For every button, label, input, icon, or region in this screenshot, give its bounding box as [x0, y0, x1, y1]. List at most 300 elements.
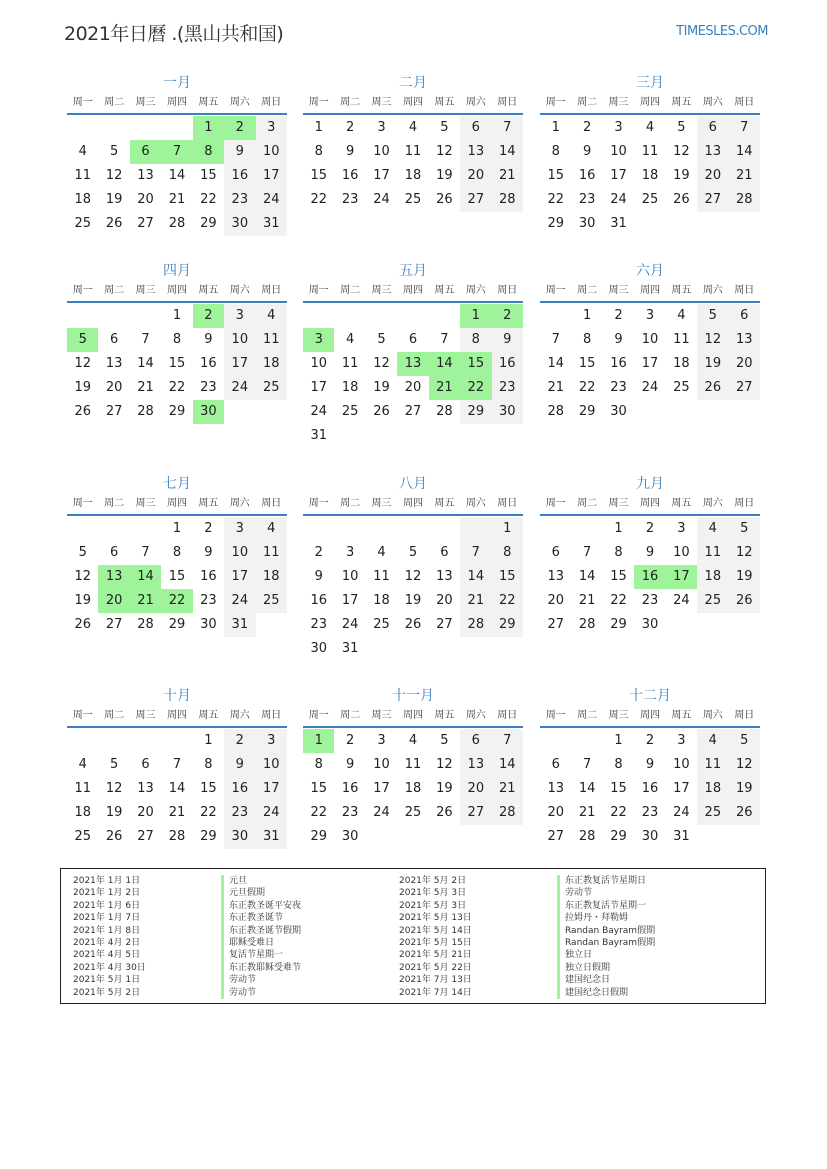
day-cell: 17 [610, 168, 627, 183]
day-cell: 7 [440, 332, 449, 347]
month-block [540, 262, 760, 424]
day-cell: 22 [547, 192, 564, 207]
day-grid [67, 116, 287, 236]
day-cell: 18 [74, 192, 91, 207]
day-cell: 2 [345, 120, 355, 135]
holiday-name: 建国纪念日假期 [557, 987, 655, 999]
empty-day-cell [303, 304, 334, 328]
weekday-label: 周四 [402, 498, 423, 509]
holiday-date: 2021年 1月 6日 [73, 900, 141, 911]
weekday-label: 周二 [104, 285, 125, 296]
day-cell: 15 [610, 781, 627, 796]
day-cell: 29 [310, 829, 327, 844]
holiday-day-cell: 15 [460, 352, 491, 376]
day-grid [303, 517, 523, 661]
day-cell: 23 [200, 380, 217, 395]
weekday-label: 周三 [608, 498, 629, 509]
day-cell: 23 [641, 593, 659, 608]
empty-day-cell [98, 304, 129, 328]
weekday-label: 周四 [402, 285, 423, 296]
weekday-label: 周五 [198, 97, 219, 108]
day-cell: 12 [436, 144, 453, 159]
day-cell: 1 [614, 733, 623, 748]
day-cell: 5 [729, 517, 760, 541]
day-cell: 30 [578, 216, 596, 231]
weekday-label: 周日 [734, 285, 755, 296]
day-cell: 23 [341, 805, 359, 820]
weekday-label: 周一 [72, 285, 93, 296]
day-cell: 25 [256, 376, 287, 400]
day-cell: 23 [224, 188, 255, 212]
weekday-label: 周二 [577, 710, 598, 721]
day-cell: 13 [729, 328, 760, 352]
holiday-dates-right [399, 875, 472, 999]
weekday-label: 周一 [72, 710, 93, 721]
day-cell: 3 [377, 120, 386, 135]
day-cell: 8 [551, 144, 560, 159]
header-divider [540, 301, 760, 303]
day-cell: 10 [224, 328, 255, 352]
holiday-day-cell: 13 [397, 352, 428, 376]
weekday-label: 周日 [734, 710, 755, 721]
day-cell: 18 [697, 565, 728, 589]
holiday-date: 2021年 1月 1日 [73, 876, 141, 886]
weekday-label: 周五 [671, 710, 692, 721]
day-cell: 20 [137, 192, 154, 207]
day-cell: 5 [440, 120, 449, 135]
day-cell: 9 [345, 144, 355, 159]
weekday-label: 周二 [577, 97, 598, 108]
holiday-date: 2021年 5月 15日 [399, 937, 472, 948]
day-cell: 9 [492, 328, 523, 352]
day-grid [67, 517, 287, 637]
weekday-header [540, 496, 760, 512]
weekday-label: 周一 [72, 498, 93, 509]
empty-day-cell [98, 517, 129, 541]
holiday-name: 元旦 [221, 875, 301, 887]
day-cell: 17 [310, 380, 327, 395]
day-cell: 18 [404, 168, 422, 183]
day-cell: 16 [224, 164, 255, 188]
day-cell: 9 [645, 545, 655, 560]
day-cell: 20 [137, 805, 154, 820]
holiday-date: 2021年 5月 2日 [73, 987, 141, 998]
day-cell: 29 [200, 829, 217, 844]
day-cell: 31 [310, 428, 327, 443]
day-cell: 3 [677, 521, 686, 536]
holiday-day-cell: 22 [460, 376, 491, 400]
day-cell: 15 [200, 781, 217, 796]
day-cell: 19 [105, 192, 123, 207]
empty-day-cell [161, 729, 192, 753]
holiday-date: 2021年 1月 2日 [73, 888, 141, 899]
weekday-label: 周四 [402, 710, 423, 721]
weekday-label: 周三 [135, 498, 156, 509]
day-cell: 17 [373, 781, 390, 796]
day-cell: 30 [224, 212, 255, 236]
day-cell: 15 [610, 569, 627, 584]
day-cell: 17 [641, 356, 659, 371]
weekday-label: 周五 [198, 285, 219, 296]
page-title: 2021年日曆 .(黑山共和国) [64, 23, 284, 45]
day-cell: 30 [224, 825, 255, 849]
day-cell: 26 [105, 216, 123, 231]
day-cell: 25 [697, 801, 728, 825]
day-cell: 13 [137, 168, 154, 183]
day-cell: 13 [460, 140, 491, 164]
day-cell: 27 [105, 404, 123, 419]
day-cell: 8 [172, 545, 182, 560]
day-cell: 13 [547, 781, 564, 796]
weekday-label: 周日 [261, 285, 282, 296]
day-cell: 12 [74, 569, 91, 584]
day-cell: 14 [460, 565, 491, 589]
holiday-day-cell: 16 [634, 565, 665, 589]
day-cell: 23 [610, 380, 627, 395]
holiday-date: 2021年 5月 22日 [399, 962, 472, 973]
weekday-label: 周二 [340, 285, 361, 296]
day-cell: 25 [404, 805, 422, 820]
weekday-label: 周五 [671, 498, 692, 509]
empty-day-cell [334, 517, 365, 541]
day-cell: 21 [578, 593, 596, 608]
day-cell: 11 [256, 328, 287, 352]
day-cell: 11 [74, 781, 91, 796]
holiday-name: 东正教圣诞平安夜 [221, 900, 301, 912]
day-cell: 27 [137, 216, 154, 231]
weekday-label: 周五 [671, 97, 692, 108]
day-cell: 15 [200, 168, 217, 183]
day-cell: 16 [341, 781, 359, 796]
day-cell: 17 [256, 777, 287, 801]
day-cell: 10 [256, 140, 287, 164]
day-cell: 10 [641, 332, 659, 347]
day-cell: 26 [74, 617, 91, 632]
day-cell: 5 [109, 144, 119, 159]
day-cell: 25 [673, 380, 690, 395]
weekday-label: 周四 [166, 498, 187, 509]
weekday-label: 周六 [702, 498, 723, 509]
month-block [303, 475, 523, 661]
weekday-label: 周日 [261, 498, 282, 509]
day-cell: 18 [341, 380, 359, 395]
day-cell: 5 [408, 545, 418, 560]
holiday-list [60, 868, 766, 1004]
day-cell: 19 [436, 168, 453, 183]
day-cell: 14 [492, 753, 523, 777]
weekday-label: 周四 [166, 285, 187, 296]
weekday-header [540, 708, 760, 724]
day-cell: 29 [578, 404, 596, 419]
day-cell: 11 [373, 569, 390, 584]
weekday-label: 周日 [261, 97, 282, 108]
empty-day-cell [161, 116, 192, 140]
holiday-name: 拉姆丹・拜勒姆 [557, 912, 655, 924]
day-cell: 16 [641, 781, 659, 796]
header-divider [303, 301, 523, 303]
day-cell: 26 [436, 192, 453, 207]
weekday-label: 周日 [497, 710, 518, 721]
day-cell: 9 [314, 569, 323, 584]
weekday-label: 周一 [308, 285, 329, 296]
weekday-header [540, 283, 760, 299]
holiday-day-cell: 30 [193, 400, 224, 424]
day-cell: 26 [673, 192, 690, 207]
holiday-date: 2021年 5月 21日 [399, 950, 472, 961]
day-cell: 2 [614, 308, 623, 323]
holiday-date: 2021年 7月 14日 [399, 987, 472, 998]
day-cell: 26 [436, 805, 453, 820]
holiday-name: 东正教圣诞节假期 [221, 925, 301, 937]
empty-day-cell [98, 116, 129, 140]
day-cell: 24 [641, 380, 659, 395]
weekday-label: 周一 [308, 97, 329, 108]
day-cell: 12 [373, 356, 390, 371]
holiday-name: Randan Bayram假期 [557, 925, 655, 937]
day-cell: 1 [551, 120, 560, 135]
day-cell: 24 [224, 589, 255, 613]
day-cell: 20 [105, 380, 123, 395]
day-cell: 19 [729, 565, 760, 589]
month-block [67, 475, 287, 637]
day-cell: 12 [697, 328, 728, 352]
day-cell: 29 [492, 613, 523, 637]
day-cell: 6 [729, 304, 760, 328]
day-cell: 24 [610, 192, 627, 207]
day-cell: 26 [729, 801, 760, 825]
empty-day-cell [366, 304, 397, 328]
weekday-label: 周六 [702, 710, 723, 721]
day-cell: 18 [697, 777, 728, 801]
day-cell: 8 [314, 757, 323, 772]
day-cell: 20 [436, 593, 453, 608]
weekday-label: 周六 [465, 97, 486, 108]
empty-day-cell [460, 517, 491, 541]
day-cell: 14 [168, 781, 186, 796]
day-cell: 23 [578, 192, 596, 207]
empty-day-cell [397, 517, 428, 541]
weekday-label: 周二 [340, 97, 361, 108]
day-cell: 23 [200, 593, 217, 608]
day-cell: 11 [404, 144, 422, 159]
empty-day-cell [130, 729, 161, 753]
holiday-date: 2021年 5月 3日 [399, 900, 467, 911]
day-cell: 5 [729, 729, 760, 753]
day-cell: 11 [341, 356, 359, 371]
site-logo-link[interactable]: TIMESLES.COM [676, 24, 768, 39]
weekday-header [303, 708, 523, 724]
day-grid [303, 116, 523, 212]
day-cell: 6 [440, 545, 449, 560]
day-cell: 28 [547, 404, 564, 419]
weekday-label: 周日 [497, 498, 518, 509]
header-divider [67, 514, 287, 516]
month-block [540, 475, 760, 637]
day-cell: 29 [200, 216, 217, 231]
weekday-header [303, 283, 523, 299]
weekday-label: 周三 [608, 97, 629, 108]
day-cell: 30 [341, 829, 359, 844]
day-cell: 23 [310, 617, 327, 632]
day-cell: 25 [373, 617, 390, 632]
header-divider [303, 514, 523, 516]
holiday-day-cell: 6 [130, 140, 161, 164]
day-grid [540, 729, 760, 849]
day-cell: 9 [204, 332, 213, 347]
day-cell: 14 [137, 356, 154, 371]
day-cell: 26 [697, 376, 728, 400]
day-cell: 19 [697, 352, 728, 376]
empty-day-cell [130, 116, 161, 140]
day-cell: 18 [256, 352, 287, 376]
day-cell: 28 [460, 613, 491, 637]
day-cell: 14 [492, 140, 523, 164]
day-cell: 3 [224, 304, 255, 328]
weekday-label: 周一 [545, 710, 566, 721]
day-cell: 6 [460, 729, 491, 753]
day-cell: 6 [109, 332, 119, 347]
weekday-label: 周四 [639, 710, 660, 721]
day-cell: 14 [547, 356, 564, 371]
day-cell: 1 [172, 521, 182, 536]
holiday-name: 东正教圣诞节 [221, 912, 301, 924]
empty-day-cell [571, 729, 602, 753]
day-cell: 1 [204, 733, 213, 748]
day-cell: 29 [610, 829, 627, 844]
day-cell: 31 [224, 613, 255, 637]
day-cell: 6 [697, 116, 728, 140]
day-cell: 21 [729, 164, 760, 188]
day-cell: 19 [729, 777, 760, 801]
day-cell: 19 [404, 593, 422, 608]
day-cell: 25 [256, 589, 287, 613]
day-cell: 28 [168, 829, 186, 844]
holiday-name: 东正教耶稣受难节 [221, 962, 301, 974]
holiday-name: 东正教复活节星期日 [557, 875, 655, 887]
day-cell: 4 [78, 757, 87, 772]
day-cell: 29 [460, 400, 491, 424]
day-cell: 15 [492, 565, 523, 589]
day-cell: 26 [729, 589, 760, 613]
holiday-date: 2021年 5月 2日 [399, 876, 467, 886]
holiday-date: 2021年 5月 1日 [73, 975, 141, 986]
day-cell: 7 [551, 332, 560, 347]
weekday-label: 周五 [198, 498, 219, 509]
day-cell: 9 [645, 757, 655, 772]
day-cell: 27 [697, 188, 728, 212]
header-divider [540, 514, 760, 516]
weekday-label: 周三 [135, 710, 156, 721]
day-cell: 30 [610, 404, 627, 419]
holiday-date: 2021年 1月 7日 [73, 913, 141, 924]
header-divider [303, 113, 523, 115]
month-block [540, 687, 760, 849]
day-cell: 5 [377, 332, 386, 347]
empty-day-cell [540, 729, 571, 753]
day-cell: 27 [460, 188, 491, 212]
day-cell: 31 [341, 641, 359, 656]
day-cell: 17 [224, 352, 255, 376]
weekday-label: 周四 [402, 97, 423, 108]
day-cell: 15 [547, 168, 564, 183]
day-cell: 13 [137, 781, 154, 796]
month-title: 六月 [636, 263, 664, 279]
day-cell: 10 [256, 753, 287, 777]
month-title: 二月 [399, 75, 427, 91]
day-cell: 3 [377, 733, 386, 748]
day-cell: 6 [551, 757, 560, 772]
day-cell: 14 [578, 781, 596, 796]
day-cell: 8 [582, 332, 592, 347]
day-cell: 30 [310, 641, 327, 656]
empty-day-cell [130, 517, 161, 541]
day-cell: 16 [310, 593, 327, 608]
holiday-day-cell: 2 [492, 304, 523, 328]
day-cell: 16 [492, 352, 523, 376]
day-cell: 28 [137, 617, 154, 632]
day-cell: 5 [697, 304, 728, 328]
month-title: 一月 [163, 75, 191, 91]
day-cell: 2 [582, 120, 592, 135]
day-cell: 19 [373, 380, 390, 395]
day-cell: 10 [224, 541, 255, 565]
empty-day-cell [67, 729, 98, 753]
holiday-day-cell: 7 [161, 140, 192, 164]
day-cell: 24 [341, 617, 359, 632]
weekday-label: 周日 [734, 498, 755, 509]
day-cell: 22 [578, 380, 596, 395]
day-grid [67, 729, 287, 849]
weekday-header [67, 496, 287, 512]
holiday-day-cell: 1 [460, 304, 491, 328]
day-cell: 29 [547, 216, 564, 231]
day-cell: 21 [578, 805, 596, 820]
day-cell: 9 [614, 332, 623, 347]
weekday-label: 周三 [135, 285, 156, 296]
day-cell: 13 [460, 753, 491, 777]
day-cell: 14 [729, 140, 760, 164]
day-cell: 12 [729, 753, 760, 777]
day-cell: 29 [168, 404, 186, 419]
weekday-label: 周日 [497, 285, 518, 296]
day-cell: 16 [200, 356, 217, 371]
day-cell: 22 [310, 805, 327, 820]
header-divider [540, 113, 760, 115]
holiday-names-right [557, 875, 655, 999]
holiday-date: 2021年 5月 13日 [399, 913, 472, 924]
day-cell: 30 [200, 617, 217, 632]
holiday-date: 2021年 7月 13日 [399, 975, 472, 986]
holiday-day-cell: 21 [130, 589, 161, 613]
day-cell: 19 [74, 380, 91, 395]
month-block [67, 687, 287, 849]
holiday-day-cell: 2 [193, 304, 224, 328]
day-cell: 7 [582, 545, 592, 560]
day-cell: 2 [204, 521, 213, 536]
day-cell: 24 [256, 188, 287, 212]
day-cell: 20 [404, 380, 422, 395]
weekday-label: 周三 [135, 97, 156, 108]
day-cell: 1 [614, 521, 623, 536]
month-title: 四月 [163, 263, 191, 279]
day-cell: 25 [641, 192, 659, 207]
day-cell: 27 [105, 617, 123, 632]
day-cell: 23 [341, 192, 359, 207]
weekday-label: 周二 [340, 710, 361, 721]
day-cell: 27 [436, 617, 453, 632]
weekday-label: 周六 [702, 285, 723, 296]
day-cell: 7 [492, 729, 523, 753]
